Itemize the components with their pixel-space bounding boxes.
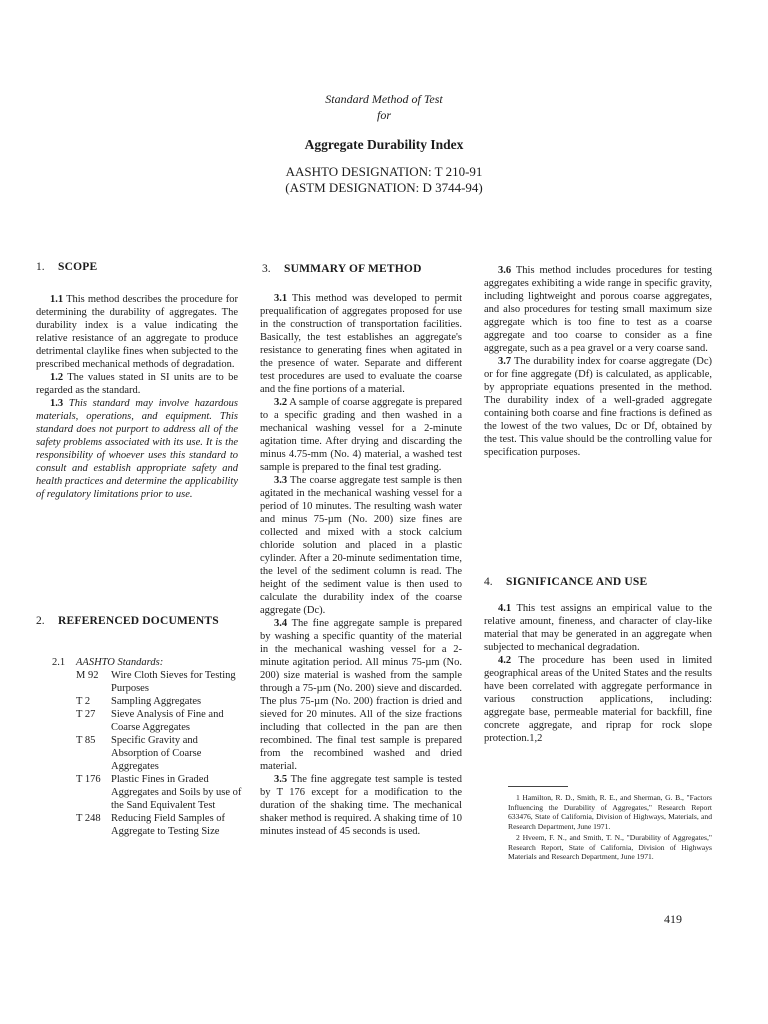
summary-body [260, 292, 462, 838]
significance-body [484, 602, 712, 745]
list-item: M 92 Wire Cloth Sieves for Testing Purposes [76, 670, 236, 694]
astm-designation: (ASTM DESIGNATION: D 3744-94) [285, 180, 483, 195]
footnote-divider [508, 786, 568, 787]
paragraph-1-3: 1.3 This standard may involve hazardous materials, operations, and equipment. This standard does not purport to address all of the safety problems associated with its use. It is the responsibility of whoever uses this standard to consult and establish appropriate safety and health practices and determine the applicability of regulatory limitations prior to use. [36, 398, 238, 500]
section-heading-scope: 1. SCOPE [36, 261, 98, 273]
paragraph-1-2: 1.2 The values stated in SI units are to be regarded as the standard. [36, 372, 238, 396]
footnote-2: 2 Hveem, F. N., and Smith, T. N., "Durability of Aggregates," Research Report, State of California, Division of Highways Materials and Research Department, June 1971. [508, 833, 712, 861]
paragraph-3-3: 3.3 The coarse aggregate test sample is then agitated in the mechanical washing vessel for a period of 10 minutes. The resulting wash water and minus 75-µm (No. 200) size fines are collected and mixed with a stock calcium chloride solution and placed in a plastic cylinder. After a 20-minute sedimentation time, the level of the sediment column is read. The height of the sediment value is then used to calculate the durability index of the coarse aggregate (Dc). [260, 475, 462, 616]
list-item: T 176 Plastic Fines in Graded Aggregates and Soils by use of the Sand Equivalent Test [76, 774, 242, 811]
section-heading-referenced-documents: 2. REFERENCED DOCUMENTS [36, 615, 219, 627]
section-heading-summary-of-method: 3. SUMMARY OF METHOD [262, 263, 422, 275]
aashto-designation: AASHTO DESIGNATION: T 210-91 [285, 164, 483, 179]
paragraph-3-4: 3.4 The fine aggregate sample is prepared by washing a specific quantity of the material in the mechanical washing vessel for a 2-minute agitation period. All minus 75-µm (No. 200) size material is washed from the sample through a 75-µm (No. 200) sieve and discarded. The plus 75-µm (No. 200) fraction is dried and sieved for 20 minutes. All of the size fractions including that collected in the pan are then recombined. The final test sample is prepared from the recombined washed and dried material. [260, 618, 462, 772]
referenced-standards [52, 656, 242, 838]
summary-continued-body [484, 264, 712, 459]
standard-method-line: Standard Method of Test [325, 92, 443, 106]
standards-list [52, 669, 242, 838]
document-title: Aggregate Durability Index [304, 137, 464, 152]
page-number: 419 [664, 912, 682, 926]
paragraph-3-1: 3.1 This method was developed to permit prequalification of aggregates proposed for use in the construction of transportation facilities. Basically, the test establishes an aggregate's resistance to generating fines when agitated in the presence of water. Separate and different test procedures are used to evaluate the coarse and the fine portions of a material. [260, 293, 463, 395]
aashto-standards-label-row: 2.1 AASHTO Standards: [52, 657, 164, 668]
footnotes [508, 793, 712, 864]
scope-body [36, 293, 238, 501]
paragraph-4-1: 4.1 This test assigns an empirical value to the relative amount, fineness, and character of clay-like material that may be generated in an aggregate when subjected to mechanical degradation. [484, 603, 713, 653]
for-line: for [376, 108, 391, 122]
section-heading-significance-and-use: 4. SIGNIFICANCE AND USE [484, 576, 648, 588]
paragraph-3-6: 3.6 This method includes procedures for testing aggregates exhibiting a wide range in specific gravity, including lightweight and porous coarse aggregates, and also procedures for testing small maximum size aggregate which is too fine to test as a coarse aggregate and too coarse to consider as a fine aggregate, such as a pea gravel or a very coarse sand. [484, 265, 712, 354]
list-item: T 27 Sieve Analysis of Fine and Coarse Aggregates [76, 709, 224, 733]
paragraph-3-5: 3.5 The fine aggregate test sample is tested by T 176 except for a modification to the duration of the shaking time. The mechanical shaker method is required. A shaking time of 10 minutes instead of 45 seconds is used. [260, 774, 462, 837]
list-item: T 2 Sampling Aggregates [76, 696, 202, 707]
paragraph-3-2: 3.2 A sample of coarse aggregate is prepared to a specific grading and then washed in a mechanical washing vessel for a 2-minute agitation time. After drying and discarding the minus 4.75-mm (No. 4) material, a washed test sample is prepared to the final test grading. [260, 397, 463, 473]
paragraph-4-2: 4.2 The procedure has been used in limited geographical areas of the United States and the results have been correlated with aggregate performance in various construction applications, including: aggregate base, permeable material for backfill, fine concrete aggregate, and riprap for rock slope protection.1,2 [484, 655, 713, 744]
list-item: T 248 Reducing Field Samples of Aggregate to Testing Size [76, 813, 226, 837]
paragraph-1-1: 1.1 This method describes the procedure for determining the durability of aggregates. The durability index is a value indicating the relative resistance of an aggregate to produce detrimental claylike fines when subjected to the prescribed mechanical methods of degradation. [36, 294, 239, 370]
footnote-1: 1 Hamilton, R. D., Smith, R. E., and Sherman, G. B., "Factors Influencing the Durability of Aggregates," Research Report 633476, State of California, Division of Highways, Materials, and Research Department, June 1971. [508, 793, 712, 831]
paragraph-3-7: 3.7 The durability index for coarse aggregate (Dc) or for fine aggregate (Df) is calculated, as applicable, by appropriate equations presented in the method. The durability index of a well-graded aggregate containing both coarse and fine fractions is defined as the lowest of the two values, Dc or Df, obtained by the test. This value should be the controlling value for specification purposes. [484, 356, 713, 458]
list-item: T 85 Specific Gravity and Absorption of Coarse Aggregates [76, 735, 202, 772]
